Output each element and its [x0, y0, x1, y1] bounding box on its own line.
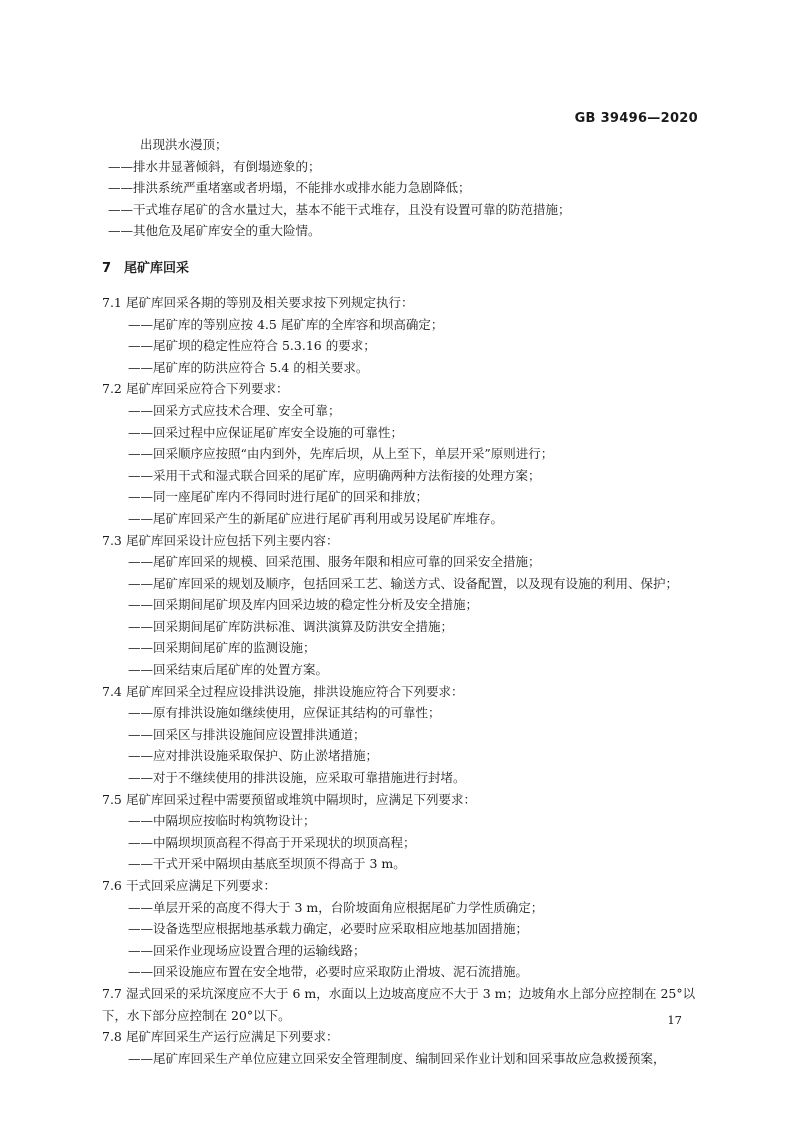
clause-number: 7.2	[102, 381, 122, 397]
clause-text: 干式回采应满足下列要求：	[126, 878, 277, 893]
clause-number: 7.8	[102, 1029, 122, 1045]
document-body	[102, 134, 714, 1069]
list-item: ——尾矿库回采的规划及顺序，包括回采工艺、输送方式、设备配置，以及现有设施的利用、保护；	[128, 575, 679, 591]
clause-number: 7.5	[102, 791, 122, 807]
list-item: ——尾矿库的防洪应符合 5.4 的相关要求。	[128, 359, 369, 375]
list-item: ——应对排洪设施采取保护、防止淤堵措施；	[128, 748, 379, 764]
list-item: ——原有排洪设施如继续使用，应保证其结构的可靠性；	[128, 705, 441, 721]
list-item: ——回采设施应布置在安全地带，必要时应采取防止滑坡、泥石流措施。	[128, 964, 529, 980]
list-item: ——对于不继续使用的排洪设施，应采取可靠措施进行封堵。	[128, 770, 466, 786]
clause-number: 7.6	[102, 878, 122, 893]
list-item: ——设备选型应根据地基承载力确定，必要时应采取相应地基加固措施；	[128, 921, 529, 937]
clause-7-6	[102, 875, 714, 897]
clause-text: 尾矿库回采生产运行应满足下列要求：	[126, 1029, 339, 1045]
list-item: ——同一座尾矿库内不得同时进行尾矿的回采和排放；	[128, 489, 429, 505]
list-item: ——排洪系统严重堵塞或者坍塌，不能排水或排水能力急剧降低；	[108, 180, 471, 196]
clause-7-1	[102, 292, 714, 314]
clause-number: 7.7	[102, 985, 122, 1001]
clause-text: 尾矿库回采设计应包括下列主要内容：	[126, 532, 339, 548]
list-item: ——尾矿库回采生产单位应建立回采安全管理制度、编制回采作业计划和回采事故应急救援预案，	[128, 1050, 666, 1066]
clause-7-2	[102, 378, 714, 400]
list-item: ——尾矿坝的稳定性应符合 5.3.16 的要求；	[128, 338, 376, 354]
list-item: ——回采期间尾矿库的监测设施；	[128, 640, 316, 656]
list-item: ——排水井显著倾斜，有倒塌迹象的；	[108, 158, 321, 174]
clause-7-4	[102, 681, 714, 703]
list-item: ——采用干式和湿式联合回采的尾矿库，应明确两种方法衔接的处理方案；	[128, 467, 541, 483]
list-item: ——回采方式应技术合理、安全可靠；	[128, 402, 341, 418]
section-number: 7	[102, 260, 112, 276]
clause-text: 尾矿库回采各期的等别及相关要求按下列规定执行：	[126, 294, 414, 310]
list-item: ——尾矿库回采产生的新尾矿应进行尾矿再利用或另设尾矿库堆存。	[128, 510, 504, 526]
clause-number: 7.3	[102, 532, 122, 548]
list-item: ——回采期间尾矿坝及库内回采边坡的稳定性分析及安全措施；	[128, 597, 479, 613]
section-title: 尾矿库回采	[124, 260, 190, 276]
continuation-line: 出现洪水漫顶；	[140, 137, 228, 152]
list-item: ——回采区与排洪设施间应设置排洪通道；	[128, 726, 366, 742]
clause-7-3	[102, 530, 714, 552]
list-item: ——回采结束后尾矿库的处置方案。	[128, 662, 329, 678]
clause-number: 7.1	[102, 294, 122, 310]
clause-text: 尾矿库回采应符合下列要求：	[126, 381, 289, 397]
list-item: ——回采期间尾矿库防洪标准、调洪演算及防洪安全措施；	[128, 618, 454, 634]
list-item: ——尾矿库回采的规模、回采范围、服务年限和相应可靠的回采安全措施；	[128, 554, 541, 570]
clause-7-5	[102, 789, 714, 811]
list-item: ——中隔坝应按临时构筑物设计；	[128, 813, 316, 829]
list-item: ——回采作业现场应设置合理的运输线路；	[128, 942, 366, 958]
list-item: ——单层开采的高度不得大于 3 m，台阶坡面角应根据尾矿力学性质确定；	[128, 899, 544, 915]
list-item: ——回采顺序应按照“由内到外，先库后坝，从上至下，单层开采”原则进行；	[128, 446, 554, 462]
list-item: ——干式堆存尾矿的含水量过大，基本不能干式堆存，且没有设置可靠的防范措施；	[108, 201, 571, 217]
list-item: ——尾矿库的等别应按 4.5 尾矿库的全库容和坝高确定；	[128, 316, 444, 332]
list-item: ——其他危及尾矿库安全的重大险情。	[108, 223, 321, 239]
list-item: ——干式开采中隔坝由基底至坝顶不得高于 3 m。	[128, 856, 406, 872]
page-number: 17	[667, 1013, 682, 1027]
section-heading	[102, 258, 714, 280]
clause-7-7	[102, 983, 714, 1026]
list-item: ——回采过程中应保证尾矿库安全设施的可靠性；	[128, 424, 404, 440]
standard-code: GB 39496—2020	[574, 111, 698, 126]
clause-number: 7.4	[102, 683, 122, 699]
clause-7-8	[102, 1026, 714, 1048]
clause-text: 尾矿库回采全过程应设排洪设施，排洪设施应符合下列要求：	[126, 683, 464, 699]
clause-text: 尾矿库回采过程中需要预留或堆筑中隔坝时，应满足下列要求：	[126, 791, 477, 807]
clause-text: 湿式回采的采坑深度应不大于 6 m，水面以上边坡高度应不大于 3 m；边坡角水上部分应控制在 25°以下，水下部分应控制在 20°以下。	[102, 985, 696, 1023]
list-item: ——中隔坝坝顶高程不得高于开采现状的坝顶高程；	[128, 834, 416, 850]
